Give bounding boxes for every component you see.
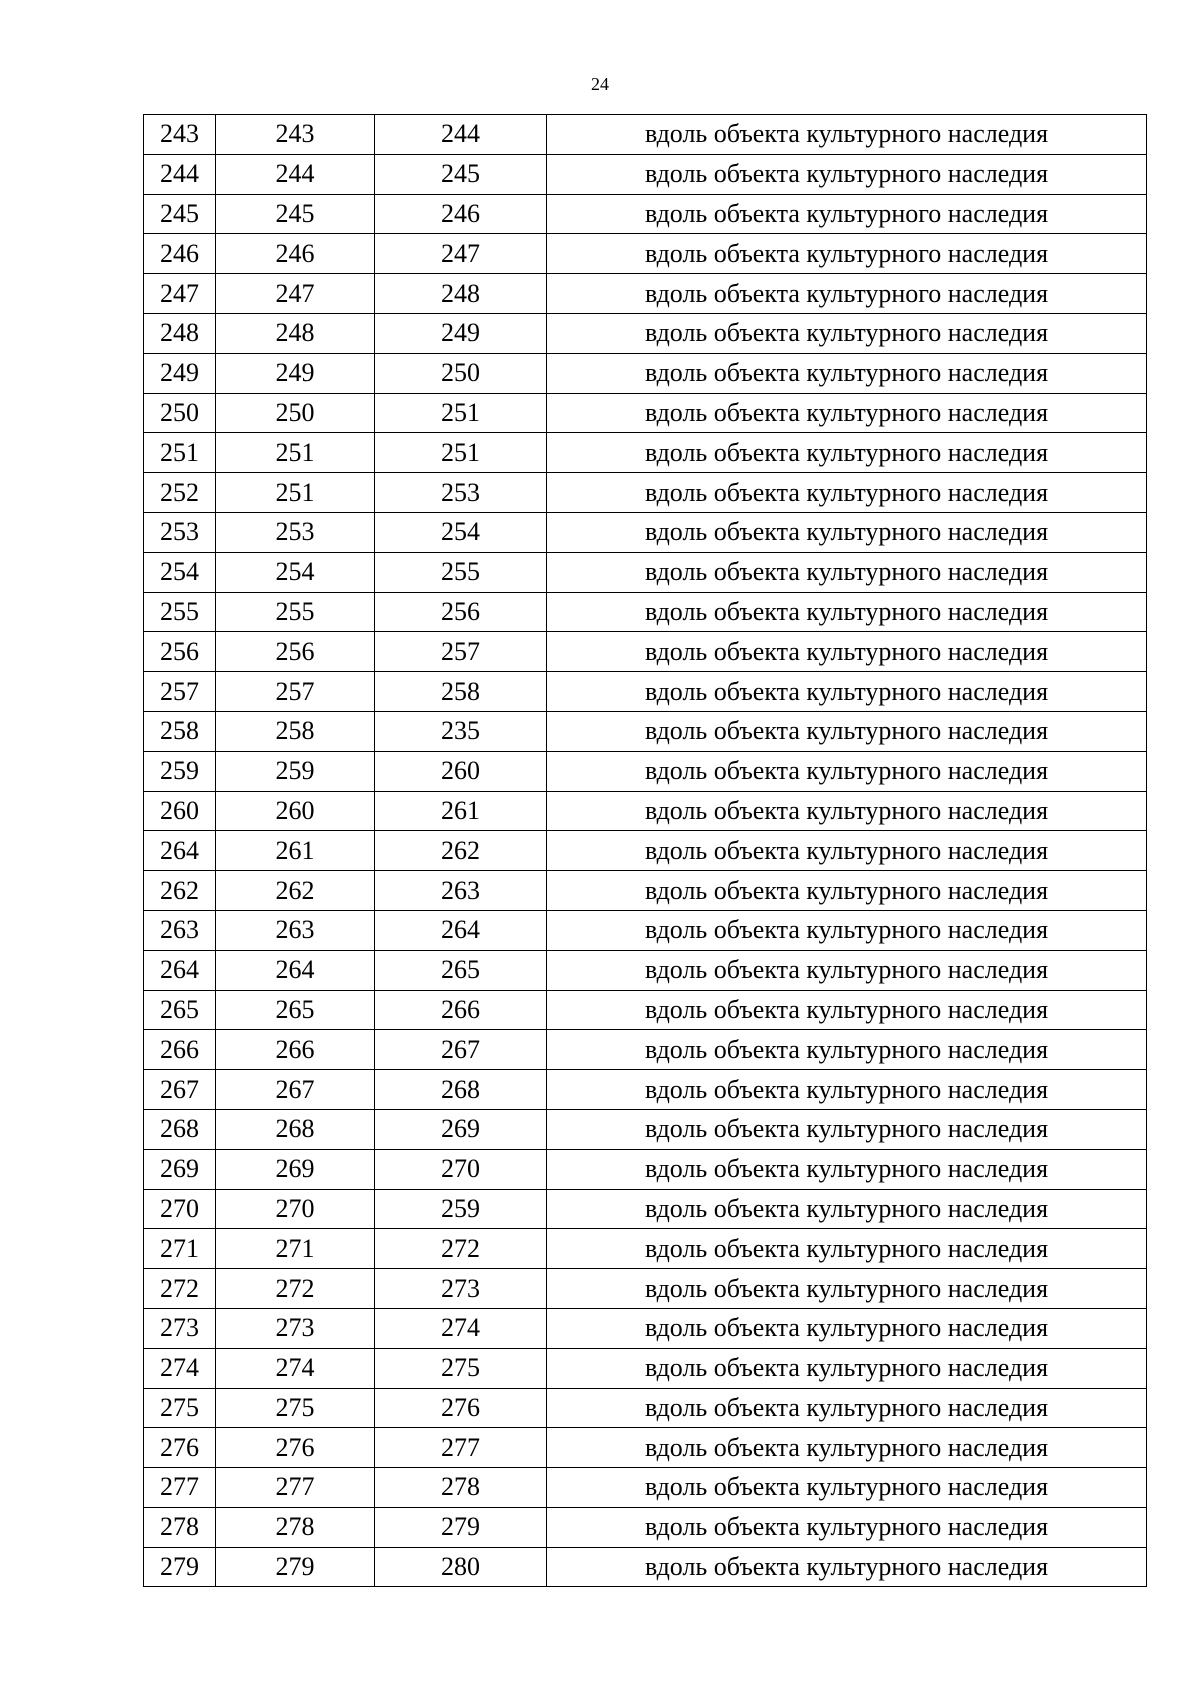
from-point-cell: 256 — [216, 632, 375, 672]
to-point-cell: 269 — [375, 1109, 547, 1149]
from-point-cell: 254 — [216, 552, 375, 592]
table-row — [144, 433, 1147, 473]
table-row — [144, 1189, 1147, 1229]
from-point-cell: 263 — [216, 910, 375, 950]
to-point-cell: 244 — [375, 115, 547, 155]
to-point-cell: 272 — [375, 1229, 547, 1269]
table-row — [144, 711, 1147, 751]
from-point-cell: 268 — [216, 1109, 375, 1149]
from-point-cell: 253 — [216, 512, 375, 552]
description-cell: вдоль объекта культурного наследия — [547, 592, 1147, 632]
to-point-cell: 278 — [375, 1468, 547, 1508]
description-cell: вдоль объекта культурного наследия — [547, 1269, 1147, 1309]
table-row — [144, 552, 1147, 592]
table-row — [144, 592, 1147, 632]
table-row — [144, 1507, 1147, 1547]
row-number-cell: 259 — [144, 751, 216, 791]
from-point-cell: 261 — [216, 831, 375, 871]
row-number-cell: 264 — [144, 831, 216, 871]
from-point-cell: 272 — [216, 1269, 375, 1309]
table-row — [144, 154, 1147, 194]
table-row — [144, 1308, 1147, 1348]
description-cell: вдоль объекта культурного наследия — [547, 353, 1147, 393]
table-row — [144, 115, 1147, 155]
row-number-cell: 244 — [144, 154, 216, 194]
to-point-cell: 246 — [375, 194, 547, 234]
to-point-cell: 264 — [375, 910, 547, 950]
row-number-cell: 256 — [144, 632, 216, 672]
to-point-cell: 277 — [375, 1428, 547, 1468]
row-number-cell: 279 — [144, 1547, 216, 1587]
description-cell: вдоль объекта культурного наследия — [547, 552, 1147, 592]
from-point-cell: 262 — [216, 871, 375, 911]
from-point-cell: 244 — [216, 154, 375, 194]
description-cell: вдоль объекта культурного наследия — [547, 751, 1147, 791]
to-point-cell: 250 — [375, 353, 547, 393]
from-point-cell: 270 — [216, 1189, 375, 1229]
row-number-cell: 251 — [144, 433, 216, 473]
to-point-cell: 268 — [375, 1070, 547, 1110]
to-point-cell: 261 — [375, 791, 547, 831]
table-row — [144, 393, 1147, 433]
table-row — [144, 791, 1147, 831]
to-point-cell: 267 — [375, 1030, 547, 1070]
description-cell: вдоль объекта культурного наследия — [547, 990, 1147, 1030]
row-number-cell: 270 — [144, 1189, 216, 1229]
row-number-cell: 255 — [144, 592, 216, 632]
description-cell: вдоль объекта культурного наследия — [547, 473, 1147, 513]
table-row — [144, 274, 1147, 314]
to-point-cell: 247 — [375, 234, 547, 274]
from-point-cell: 257 — [216, 672, 375, 712]
description-cell: вдоль объекта культурного наследия — [547, 234, 1147, 274]
row-number-cell: 258 — [144, 711, 216, 751]
row-number-cell: 265 — [144, 990, 216, 1030]
from-point-cell: 265 — [216, 990, 375, 1030]
table-row — [144, 313, 1147, 353]
table-row — [144, 950, 1147, 990]
from-point-cell: 277 — [216, 1468, 375, 1508]
description-cell: вдоль объекта культурного наследия — [547, 831, 1147, 871]
from-point-cell: 251 — [216, 473, 375, 513]
boundary-table — [143, 114, 1147, 1587]
row-number-cell: 269 — [144, 1149, 216, 1189]
to-point-cell: 258 — [375, 672, 547, 712]
table-row — [144, 990, 1147, 1030]
row-number-cell: 271 — [144, 1229, 216, 1269]
description-cell: вдоль объекта культурного наследия — [547, 1348, 1147, 1388]
from-point-cell: 250 — [216, 393, 375, 433]
to-point-cell: 265 — [375, 950, 547, 990]
table-row — [144, 1229, 1147, 1269]
page-number: 24 — [591, 74, 609, 94]
to-point-cell: 251 — [375, 393, 547, 433]
row-number-cell: 260 — [144, 791, 216, 831]
row-number-cell: 245 — [144, 194, 216, 234]
description-cell: вдоль объекта культурного наследия — [547, 1468, 1147, 1508]
from-point-cell: 264 — [216, 950, 375, 990]
from-point-cell: 271 — [216, 1229, 375, 1269]
from-point-cell: 274 — [216, 1348, 375, 1388]
row-number-cell: 274 — [144, 1348, 216, 1388]
from-point-cell: 266 — [216, 1030, 375, 1070]
to-point-cell: 276 — [375, 1388, 547, 1428]
to-point-cell: 235 — [375, 711, 547, 751]
to-point-cell: 256 — [375, 592, 547, 632]
description-cell: вдоль объекта культурного наследия — [547, 632, 1147, 672]
row-number-cell: 268 — [144, 1109, 216, 1149]
from-point-cell: 245 — [216, 194, 375, 234]
table-row — [144, 910, 1147, 950]
description-cell: вдоль объекта культурного наследия — [547, 313, 1147, 353]
description-cell: вдоль объекта культурного наследия — [547, 1189, 1147, 1229]
table-body — [144, 115, 1147, 1587]
description-cell: вдоль объекта культурного наследия — [547, 1507, 1147, 1547]
table-row — [144, 1030, 1147, 1070]
row-number-cell: 266 — [144, 1030, 216, 1070]
description-cell: вдоль объекта культурного наследия — [547, 433, 1147, 473]
row-number-cell: 246 — [144, 234, 216, 274]
row-number-cell: 253 — [144, 512, 216, 552]
to-point-cell: 280 — [375, 1547, 547, 1587]
to-point-cell: 248 — [375, 274, 547, 314]
to-point-cell: 279 — [375, 1507, 547, 1547]
table-row — [144, 1468, 1147, 1508]
from-point-cell: 248 — [216, 313, 375, 353]
from-point-cell: 276 — [216, 1428, 375, 1468]
table-row — [144, 1109, 1147, 1149]
table-row — [144, 194, 1147, 234]
to-point-cell: 253 — [375, 473, 547, 513]
row-number-cell: 267 — [144, 1070, 216, 1110]
to-point-cell: 257 — [375, 632, 547, 672]
table-row — [144, 751, 1147, 791]
to-point-cell: 245 — [375, 154, 547, 194]
from-point-cell: 247 — [216, 274, 375, 314]
to-point-cell: 266 — [375, 990, 547, 1030]
to-point-cell: 275 — [375, 1348, 547, 1388]
row-number-cell: 263 — [144, 910, 216, 950]
row-number-cell: 250 — [144, 393, 216, 433]
row-number-cell: 275 — [144, 1388, 216, 1428]
row-number-cell: 257 — [144, 672, 216, 712]
from-point-cell: 279 — [216, 1547, 375, 1587]
description-cell: вдоль объекта культурного наследия — [547, 194, 1147, 234]
from-point-cell: 246 — [216, 234, 375, 274]
description-cell: вдоль объекта культурного наследия — [547, 1547, 1147, 1587]
from-point-cell: 243 — [216, 115, 375, 155]
table-row — [144, 1348, 1147, 1388]
table-row — [144, 512, 1147, 552]
from-point-cell: 269 — [216, 1149, 375, 1189]
description-cell: вдоль объекта культурного наследия — [547, 512, 1147, 552]
table-row — [144, 1070, 1147, 1110]
row-number-cell: 273 — [144, 1308, 216, 1348]
description-cell: вдоль объекта культурного наследия — [547, 1109, 1147, 1149]
description-cell: вдоль объекта культурного наследия — [547, 393, 1147, 433]
table-row — [144, 672, 1147, 712]
table-row — [144, 234, 1147, 274]
to-point-cell: 263 — [375, 871, 547, 911]
table-row — [144, 353, 1147, 393]
from-point-cell: 278 — [216, 1507, 375, 1547]
to-point-cell: 254 — [375, 512, 547, 552]
row-number-cell: 262 — [144, 871, 216, 911]
description-cell: вдоль объекта культурного наследия — [547, 1428, 1147, 1468]
from-point-cell: 255 — [216, 592, 375, 632]
description-cell: вдоль объекта культурного наследия — [547, 1308, 1147, 1348]
table-row — [144, 831, 1147, 871]
table-row — [144, 632, 1147, 672]
description-cell: вдоль объекта культурного наследия — [547, 1388, 1147, 1428]
to-point-cell: 259 — [375, 1189, 547, 1229]
to-point-cell: 270 — [375, 1149, 547, 1189]
row-number-cell: 277 — [144, 1468, 216, 1508]
description-cell: вдоль объекта культурного наследия — [547, 910, 1147, 950]
from-point-cell: 273 — [216, 1308, 375, 1348]
table-row — [144, 871, 1147, 911]
table-row — [144, 1388, 1147, 1428]
description-cell: вдоль объекта культурного наследия — [547, 1030, 1147, 1070]
from-point-cell: 258 — [216, 711, 375, 751]
to-point-cell: 249 — [375, 313, 547, 353]
row-number-cell: 248 — [144, 313, 216, 353]
table-row — [144, 1547, 1147, 1587]
table-row — [144, 1149, 1147, 1189]
row-number-cell: 247 — [144, 274, 216, 314]
description-cell: вдоль объекта культурного наследия — [547, 1070, 1147, 1110]
table-row — [144, 1269, 1147, 1309]
from-point-cell: 267 — [216, 1070, 375, 1110]
table-row — [144, 1428, 1147, 1468]
row-number-cell: 276 — [144, 1428, 216, 1468]
description-cell: вдоль объекта культурного наследия — [547, 871, 1147, 911]
description-cell: вдоль объекта культурного наследия — [547, 274, 1147, 314]
to-point-cell: 273 — [375, 1269, 547, 1309]
description-cell: вдоль объекта культурного наследия — [547, 154, 1147, 194]
description-cell: вдоль объекта культурного наследия — [547, 711, 1147, 751]
from-point-cell: 249 — [216, 353, 375, 393]
to-point-cell: 274 — [375, 1308, 547, 1348]
to-point-cell: 255 — [375, 552, 547, 592]
to-point-cell: 260 — [375, 751, 547, 791]
from-point-cell: 259 — [216, 751, 375, 791]
row-number-cell: 243 — [144, 115, 216, 155]
row-number-cell: 264 — [144, 950, 216, 990]
description-cell: вдоль объекта культурного наследия — [547, 1149, 1147, 1189]
description-cell: вдоль объекта культурного наследия — [547, 672, 1147, 712]
description-cell: вдоль объекта культурного наследия — [547, 791, 1147, 831]
description-cell: вдоль объекта культурного наследия — [547, 950, 1147, 990]
to-point-cell: 251 — [375, 433, 547, 473]
description-cell: вдоль объекта культурного наследия — [547, 1229, 1147, 1269]
to-point-cell: 262 — [375, 831, 547, 871]
row-number-cell: 252 — [144, 473, 216, 513]
from-point-cell: 275 — [216, 1388, 375, 1428]
description-cell: вдоль объекта культурного наследия — [547, 115, 1147, 155]
row-number-cell: 272 — [144, 1269, 216, 1309]
row-number-cell: 254 — [144, 552, 216, 592]
row-number-cell: 249 — [144, 353, 216, 393]
from-point-cell: 251 — [216, 433, 375, 473]
row-number-cell: 278 — [144, 1507, 216, 1547]
table-row — [144, 473, 1147, 513]
from-point-cell: 260 — [216, 791, 375, 831]
